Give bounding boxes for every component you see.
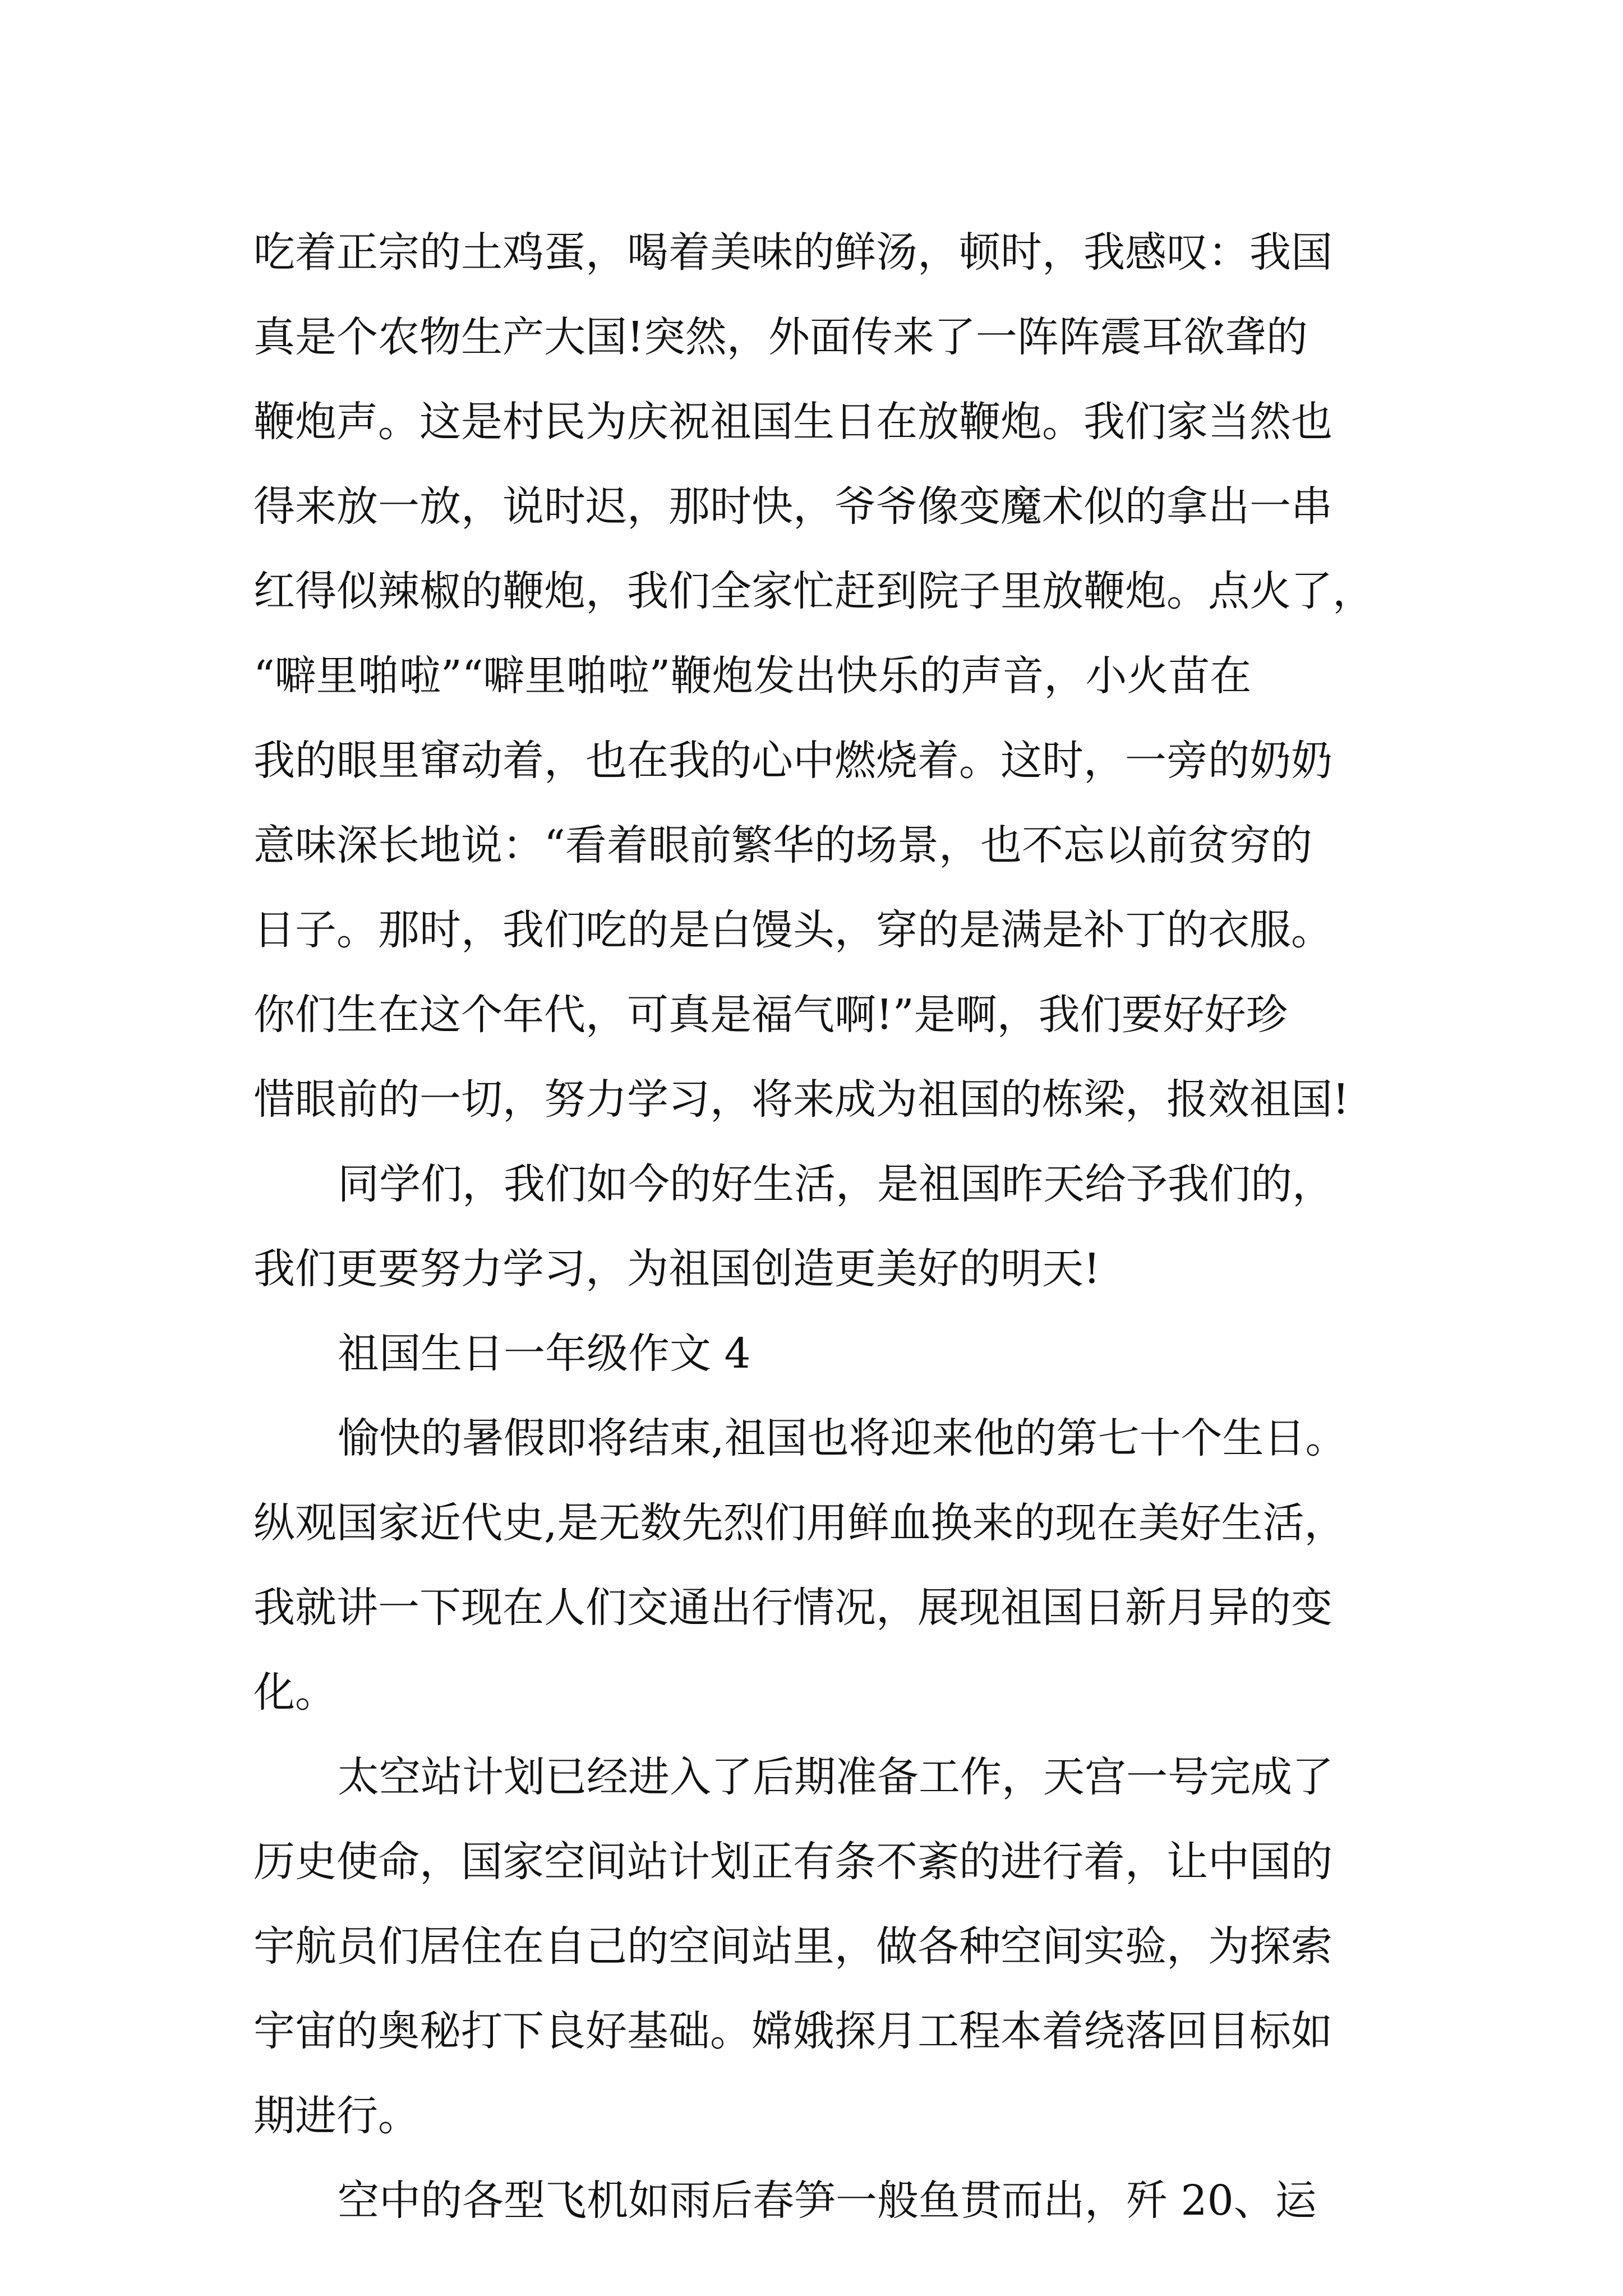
- body-text: [253, 210, 1398, 2243]
- text-line: 宇宙的奥秘打下良好基础。嫦娥探月工程本着绕落回目标如: [253, 2007, 1332, 2055]
- text-line: 吃着正宗的土鸡蛋，喝着美味的鲜汤，顿时，我感叹：我国: [253, 228, 1332, 277]
- paragraph-start-line: 太空站计划已经进入了后期准备工作，天宫一号完成了: [338, 1753, 1334, 1801]
- text-line: 我们更要努力学习，为祖国创造更美好的明天!: [253, 1245, 1100, 1293]
- text-line: 惜眼前的一切，努力学习，将来成为祖国的栋梁，报效祖国!: [253, 1075, 1349, 1124]
- text-line: 我的眼里窜动着，也在我的心中燃烧着。这时，一旁的奶奶: [253, 737, 1332, 785]
- text-line: 真是个农物生产大国!突然，外面传来了一阵阵震耳欲聋的: [253, 313, 1308, 361]
- paragraph-start-line: 空中的各型飞机如雨后春笋一般鱼贯而出，歼 20、运: [338, 2177, 1317, 2225]
- text-line: 鞭炮声。这是村民为庆祝祖国生日在放鞭炮。我们家当然也: [253, 398, 1332, 446]
- text-line: 历史使命，国家空间站计划正有条不紊的进行着，让中国的: [253, 1838, 1332, 1886]
- text-line: 你们生在这个年代，可真是福气啊!”是啊，我们要好好珍: [253, 991, 1288, 1039]
- text-line: 红得似辣椒的鞭炮，我们全家忙赶到院子里放鞭炮。点火了，: [253, 567, 1374, 615]
- text-line: 我就讲一下现在人们交通出行情况，展现祖国日新月异的变: [253, 1584, 1332, 1632]
- paragraph-start-line: 同学们，我们如今的好生活，是祖国昨天给予我们的，: [338, 1160, 1334, 1208]
- text-line: 意味深长地说：“看着眼前繁华的场景，也不忘以前贫穷的: [253, 821, 1312, 869]
- text-line: 得来放一放，说时迟，那时快，爷爷像变魔术似的拿出一串: [253, 482, 1332, 531]
- text-line: “噼里啪啦”“噼里啪啦”鞭炮发出快乐的声音，小火苗在: [253, 652, 1252, 700]
- text-line: 纵观国家近代史,是无数先烈们用鲜血换来的现在美好生活，: [253, 1499, 1346, 1547]
- paragraph-start-line: 愉快的暑假即将结束,祖国也将迎来他的第七十个生日。: [338, 1414, 1347, 1462]
- section-heading: 祖国生日一年级作文 4: [338, 1329, 751, 1378]
- text-line: 化。: [253, 1668, 336, 1717]
- text-line: 日子。那时，我们吃的是白馒头，穿的是满是补丁的衣服。: [253, 906, 1332, 954]
- text-line: 宇航员们居住在自己的空间站里，做各种空间实验，为探索: [253, 1922, 1332, 1971]
- text-line: 期进行。: [253, 2092, 419, 2140]
